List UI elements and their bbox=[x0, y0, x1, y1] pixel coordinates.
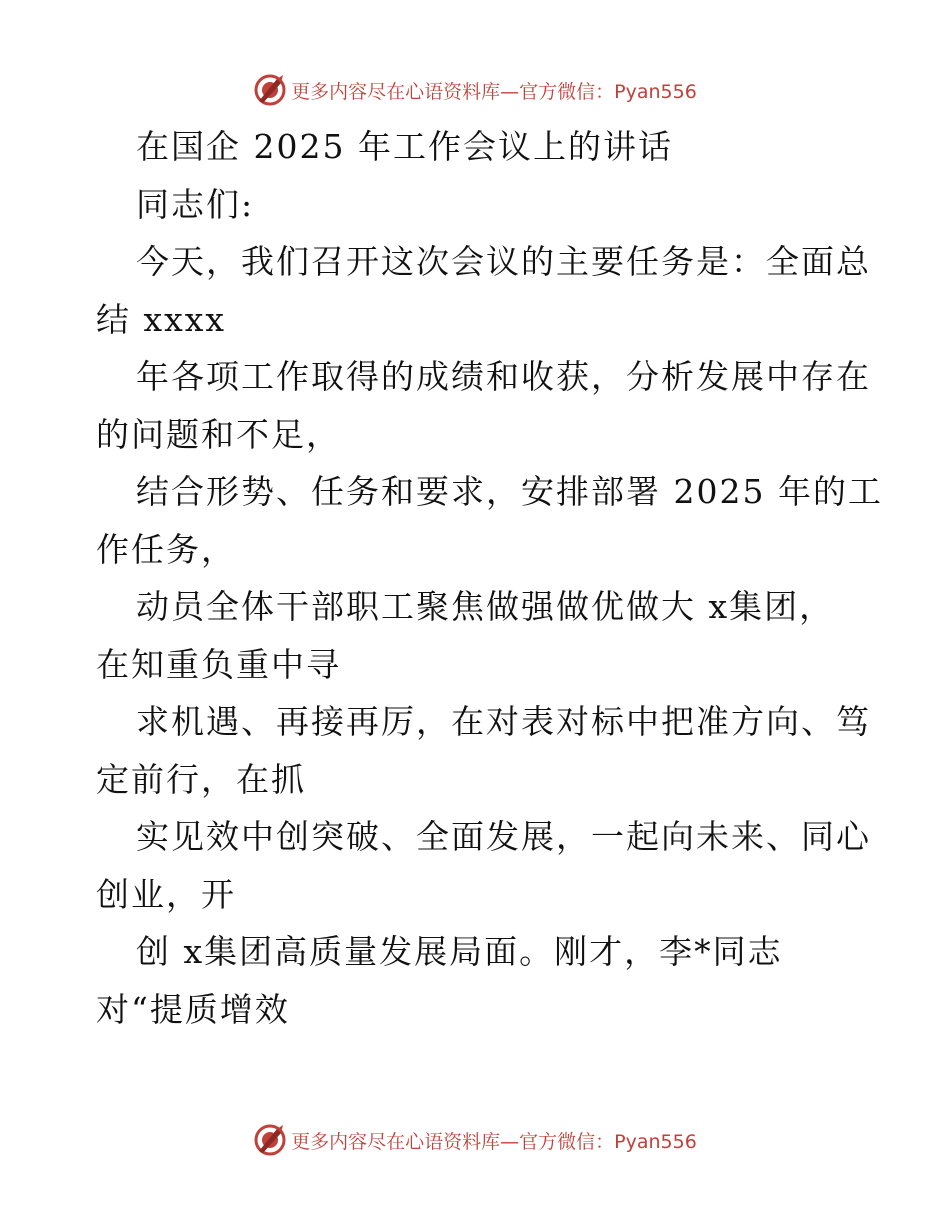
text-line: 动员全体干部职工聚焦做强做优做大 x集团， bbox=[136, 587, 835, 626]
text-line: 创业，开 bbox=[96, 874, 236, 914]
pen-logo-icon bbox=[253, 1123, 287, 1157]
document-body bbox=[96, 118, 883, 1038]
text-line: 求机遇、再接再厉，在对表对标中把准方向、笃 bbox=[136, 702, 871, 741]
text-line: 对“提质增效 bbox=[96, 989, 290, 1029]
watermark-text: 更多内容尽在心语资料库—官方微信：Pyan556 bbox=[291, 80, 697, 103]
text-line: 实见效中创突破、全面发展，一起向未来、同心 bbox=[136, 817, 871, 856]
text-line: 结合形势、任务和要求，安排部署 2025 年的工 bbox=[136, 472, 883, 511]
watermark-banner-top bbox=[0, 70, 950, 110]
salutation: 同志们: bbox=[136, 184, 255, 224]
text-line: 在知重负重中寻 bbox=[96, 644, 341, 684]
watermark-banner-bottom bbox=[0, 1120, 950, 1160]
text-line: 年各项工作取得的成绩和收获，分析发展中存在 bbox=[136, 357, 871, 396]
document-title: 在国企 2025 年工作会议上的讲话 bbox=[136, 127, 673, 166]
text-line: 定前行，在抓 bbox=[96, 759, 306, 799]
text-line: 作任务， bbox=[96, 529, 236, 569]
text-line: 今天，我们召开这次会议的主要任务是：全面总 bbox=[136, 242, 871, 281]
text-line: 创 x集团高质量发展局面。刚才，李*同志 bbox=[136, 932, 783, 971]
text-line: 的问题和不足， bbox=[96, 414, 341, 454]
watermark-text: 更多内容尽在心语资料库—官方微信：Pyan556 bbox=[291, 1130, 697, 1153]
pen-logo-icon bbox=[253, 73, 287, 107]
text-line: 结 xxxx bbox=[96, 299, 226, 339]
